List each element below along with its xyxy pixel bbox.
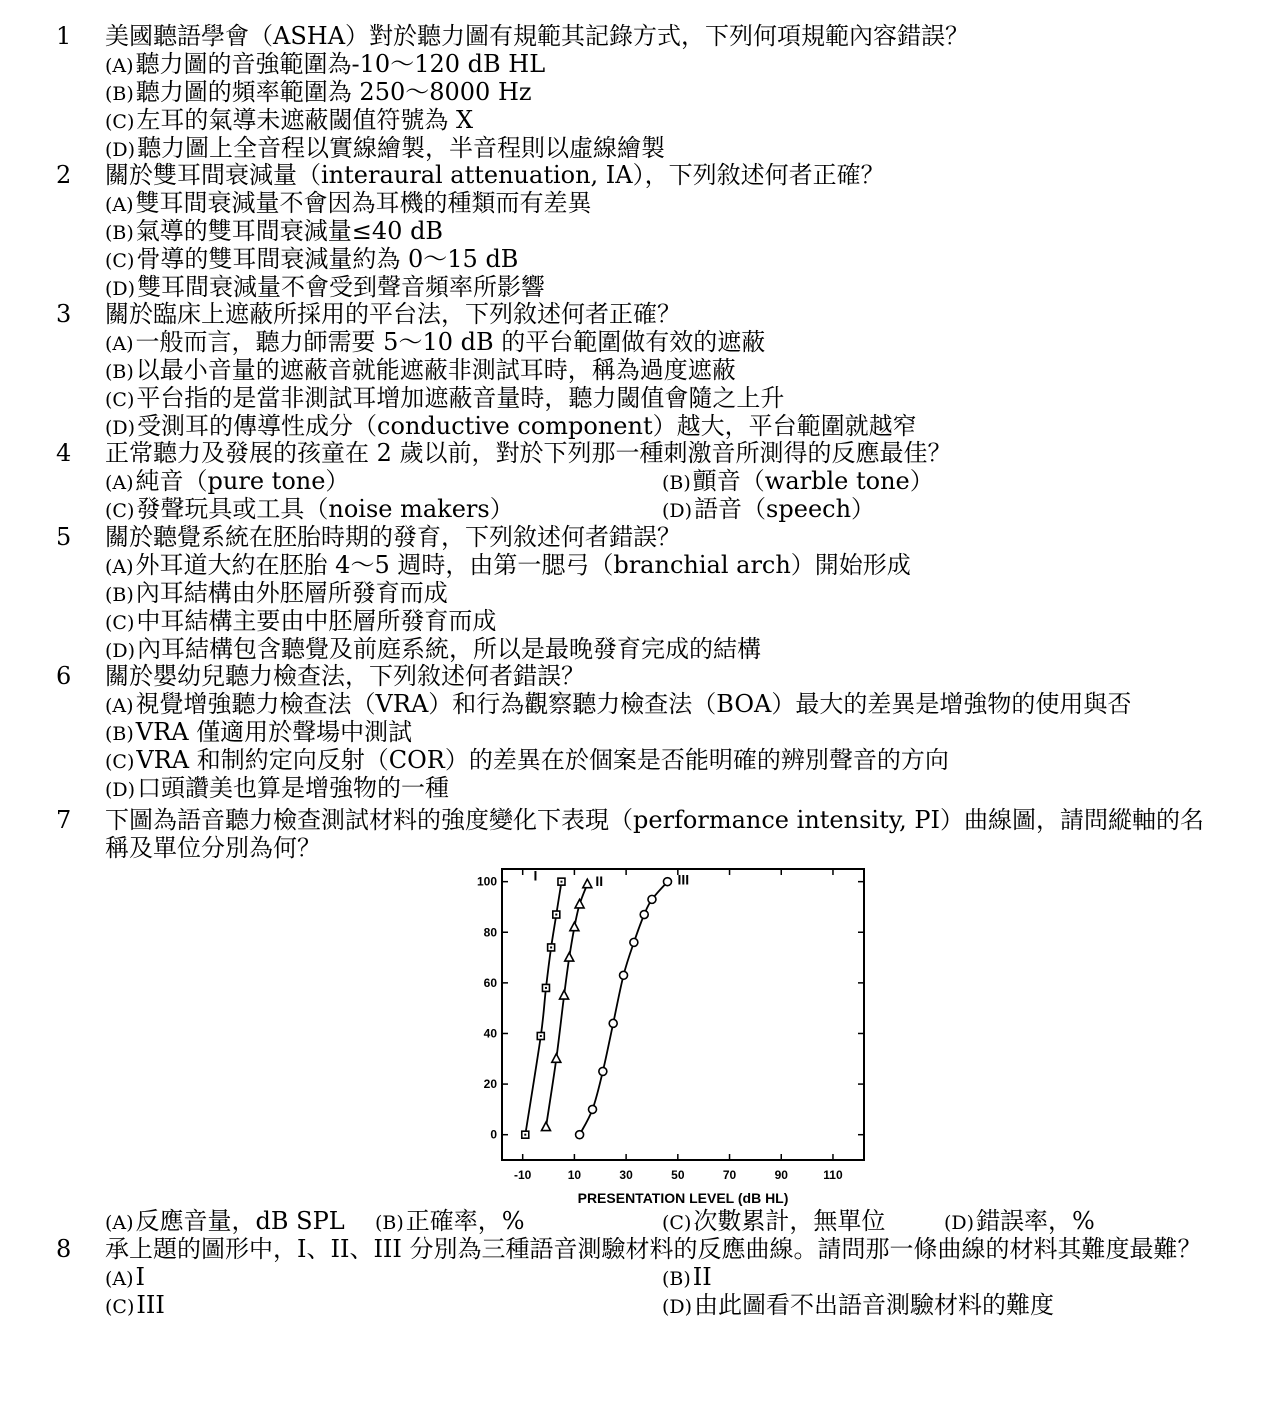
option-label: (B) [662,1268,691,1290]
question-1-option-c[interactable] [0,106,1274,134]
question-6-option-d[interactable] [0,774,1274,802]
question-number: 1 [56,22,72,50]
y-tick-label: 80 [483,925,497,940]
curve-I [525,882,561,1135]
question-8-option-a[interactable] [105,1263,145,1293]
question-number: 7 [56,806,72,834]
question-3-option-b[interactable] [0,356,1274,384]
option-label: (D) [105,417,136,439]
series-label: II [595,873,604,890]
option-label: (B) [662,472,691,494]
question-number: 8 [56,1235,72,1263]
question-4-options-row-2 [0,495,1274,523]
question-number: 6 [56,662,72,690]
option-label: (B) [105,83,134,105]
square-marker-dot [524,1134,526,1136]
option-text: 聽力圖的音強範圍為-10～120 dB HL [135,50,546,78]
option-text: 口頭讚美也算是增強物的一種 [137,774,450,802]
circle-marker [609,1019,617,1027]
option-text: 反應音量，dB SPL [135,1207,345,1235]
option-text: 語音（speech） [694,495,876,523]
x-tick-label: 30 [619,1168,633,1182]
option-text: 錯誤率，% [976,1207,1095,1235]
question-2-option-c[interactable] [0,245,1274,273]
question-1-option-b[interactable] [0,78,1274,106]
option-label: (D) [105,278,136,300]
y-tick-label: 20 [483,1077,497,1092]
option-label: (A) [105,194,134,216]
option-text: II [692,1263,712,1291]
question-stem: 關於臨床上遮蔽所採用的平台法，下列敘述何者正確？ [105,300,681,328]
question-6-stem-line [0,662,1274,690]
chart-curves [525,882,667,1135]
triangle-marker [565,953,574,962]
option-text: VRA 和制約定向反射（COR）的差異在於個案是否能明確的辨別聲音的方向 [136,746,949,774]
option-text: 一般而言，聽力師需要 5～10 dB 的平台範圍做有效的遮蔽 [135,328,766,356]
option-label: (D) [105,139,136,161]
triangle-marker [575,899,584,908]
option-label: (C) [105,111,135,133]
option-label: (B) [105,584,134,606]
question-number: 2 [56,161,72,189]
option-text: 骨導的雙耳間衰減量約為 0～15 dB [136,245,519,273]
question-8-stem-line [0,1235,1274,1263]
option-text: 由此圖看不出語音測驗材料的難度 [694,1291,1055,1319]
option-label: (A) [105,333,134,355]
option-label: (A) [105,472,134,494]
circle-marker [663,878,671,886]
question-5-option-d[interactable] [0,635,1274,663]
option-label: (D) [105,779,136,801]
option-text: 受測耳的傳導性成分（conductive component）越大，平台範圍就越窄 [137,412,917,440]
question-7-option-a[interactable] [105,1207,345,1237]
option-text: 聽力圖上全音程以實線繪製，半音程則以虛線繪製 [137,134,666,162]
option-text: VRA 僅適用於聲場中測試 [135,718,413,746]
circle-marker [599,1067,607,1075]
y-tick-label: 60 [483,975,497,990]
question-stem-continued: 稱及單位分別為何？ [105,834,321,862]
option-label: (A) [105,55,134,77]
curve-II [546,884,587,1127]
option-text: 雙耳間衰減量不會因為耳機的種類而有差異 [135,189,592,217]
option-label: (B) [105,361,134,383]
option-label: (C) [105,751,135,773]
question-stem: 關於聽覺系統在胚胎時期的發育，下列敘述何者錯誤？ [105,523,681,551]
y-tick-label: 0 [490,1127,497,1142]
question-8-options-row-1 [0,1263,1274,1291]
x-tick-label: -10 [514,1168,532,1182]
option-label: (A) [105,1212,134,1234]
circle-marker [576,1131,584,1139]
square-marker-dot [555,914,557,916]
option-label: (D) [105,640,136,662]
option-label: (C) [105,389,135,411]
square-marker-dot [560,881,562,883]
option-text: 聽力圖的頻率範圍為 250～8000 Hz [135,78,532,106]
option-label: (A) [105,556,134,578]
option-label: (C) [105,250,135,272]
question-3-option-d[interactable] [0,412,1274,440]
option-label: (C) [662,1212,692,1234]
question-3-option-c[interactable] [0,384,1274,412]
option-text: 外耳道大約在胚胎 4～5 週時，由第一腮弓（branchial arch）開始形成 [135,551,911,579]
series-label: III [677,871,690,888]
circle-marker [648,895,656,903]
option-text: 顫音（warble tone） [692,467,934,495]
option-text: 正確率，% [405,1207,525,1235]
question-5-stem-line [0,523,1274,551]
question-2-option-a[interactable] [0,189,1274,217]
circle-marker [640,911,648,919]
option-label: (C) [105,500,135,522]
question-8-option-c[interactable] [105,1291,165,1321]
x-tick-label: 10 [567,1168,582,1182]
question-6-option-c[interactable] [0,746,1274,774]
option-text: 雙耳間衰減量不會受到聲音頻率所影響 [137,273,546,301]
option-label: (A) [105,1268,134,1290]
question-4-options-row-1 [0,467,1274,495]
question-4-stem-line [0,439,1274,467]
option-text: I [135,1263,146,1291]
pi-curve-chart [470,862,890,1208]
option-text: III [136,1291,165,1319]
y-tick-label: 100 [476,874,497,889]
question-4-option-b[interactable] [662,467,934,497]
square-marker-dot [540,1035,542,1037]
option-label: (C) [105,612,135,634]
question-5-option-a[interactable] [0,551,1274,579]
question-7-option-c[interactable] [662,1207,885,1237]
question-7-options-row [0,1207,1274,1235]
option-text: 發聲玩具或工具（noise makers） [136,495,514,523]
question-1-stem-line [0,22,1274,50]
question-2-option-d[interactable] [0,273,1274,301]
option-label: (C) [105,1296,135,1318]
question-stem: 下圖為語音聽力檢查測試材料的強度變化下表現（performance intensity, PI）曲線圖，請問縱軸的名 [105,806,1204,834]
circle-marker [630,938,638,946]
option-text: 內耳結構包含聽覺及前庭系統，所以是最晚發育完成的結構 [137,635,762,663]
x-tick-label: 50 [671,1168,685,1182]
question-7-option-b[interactable] [375,1207,525,1237]
triangle-marker [560,991,569,1000]
triangle-marker [552,1054,561,1063]
triangle-marker [570,922,579,931]
question-7-stem-line [0,806,1274,834]
question-4-option-c[interactable] [105,495,514,525]
question-3-option-a[interactable] [0,328,1274,356]
question-4-option-a[interactable] [105,467,349,497]
question-number: 3 [56,300,72,328]
question-stem: 美國聽語學會（ASHA）對於聽力圖有規範其記錄方式，下列何項規範內容錯誤？ [105,22,970,50]
question-6-option-a[interactable] [0,690,1274,718]
option-label: (B) [375,1212,404,1234]
option-text: 純音（pure tone） [135,467,350,495]
curve-III [580,882,668,1135]
question-8-option-b[interactable] [662,1263,712,1293]
option-label: (D) [662,1296,693,1318]
option-text: 次數累計，無單位 [693,1207,886,1235]
triangle-marker [583,879,592,888]
triangle-marker [541,1122,550,1131]
x-tick-label: 70 [722,1168,737,1182]
option-text: 氣導的雙耳間衰減量≤40 dB [135,217,444,245]
x-tick-label: 90 [774,1168,788,1182]
question-4-option-d[interactable] [662,495,875,525]
question-2-stem-line [0,161,1274,189]
series-label: I [533,867,538,884]
option-text: 以最小音量的遮蔽音就能遮蔽非測試耳時，稱為過度遮蔽 [135,356,736,384]
option-label: (D) [944,1212,975,1234]
option-label: (A) [105,695,134,717]
question-5-option-c[interactable] [0,607,1274,635]
circle-marker [620,971,628,979]
question-1-option-a[interactable] [0,50,1274,78]
question-8-option-d[interactable] [662,1291,1054,1321]
question-8-options-row-2 [0,1291,1274,1319]
question-stem: 正常聽力及發展的孩童在 2 歲以前，對於下列那一種刺激音所測得的反應最佳？ [105,439,952,467]
question-5-option-b[interactable] [0,579,1274,607]
option-text: 中耳結構主要由中胚層所發育而成 [136,607,497,635]
question-7-option-d[interactable] [944,1207,1095,1237]
option-label: (B) [105,222,134,244]
option-text: 視覺增強聽力檢查法（VRA）和行為觀察聽力檢查法（BOA）最大的差異是增強物的使用與否 [135,690,1132,718]
square-marker-dot [550,946,552,948]
x-tick-label: 110 [823,1168,843,1182]
question-stem: 承上題的圖形中，I、II、III 分別為三種語音測驗材料的反應曲線。請問那一條曲線的材料其難度最難？ [105,1235,1202,1263]
question-number: 4 [56,439,72,467]
option-text: 平台指的是當非測試耳增加遮蔽音量時，聽力閾值會隨之上升 [136,384,785,412]
option-text: 左耳的氣導未遮蔽閾值符號為 X [136,106,474,134]
x-axis-label: PRESENTATION LEVEL (dB HL) [577,1190,789,1206]
circle-marker [589,1105,597,1113]
question-1-option-d[interactable] [0,134,1274,162]
y-tick-label: 40 [483,1026,497,1041]
question-6-option-b[interactable] [0,718,1274,746]
option-label: (D) [662,500,693,522]
chart-axes [477,869,864,1206]
question-7-stem-line-2 [0,834,1274,862]
option-text: 內耳結構由外胚層所發育而成 [135,579,448,607]
question-stem: 關於雙耳間衰減量（interaural attenuation, IA），下列敘述何者正確？ [105,161,885,189]
question-2-option-b[interactable] [0,217,1274,245]
question-number: 5 [56,523,72,551]
question-stem: 關於嬰幼兒聽力檢查法，下列敘述何者錯誤？ [105,662,585,690]
option-label: (B) [105,723,134,745]
square-marker-dot [545,987,547,989]
question-3-stem-line [0,300,1274,328]
